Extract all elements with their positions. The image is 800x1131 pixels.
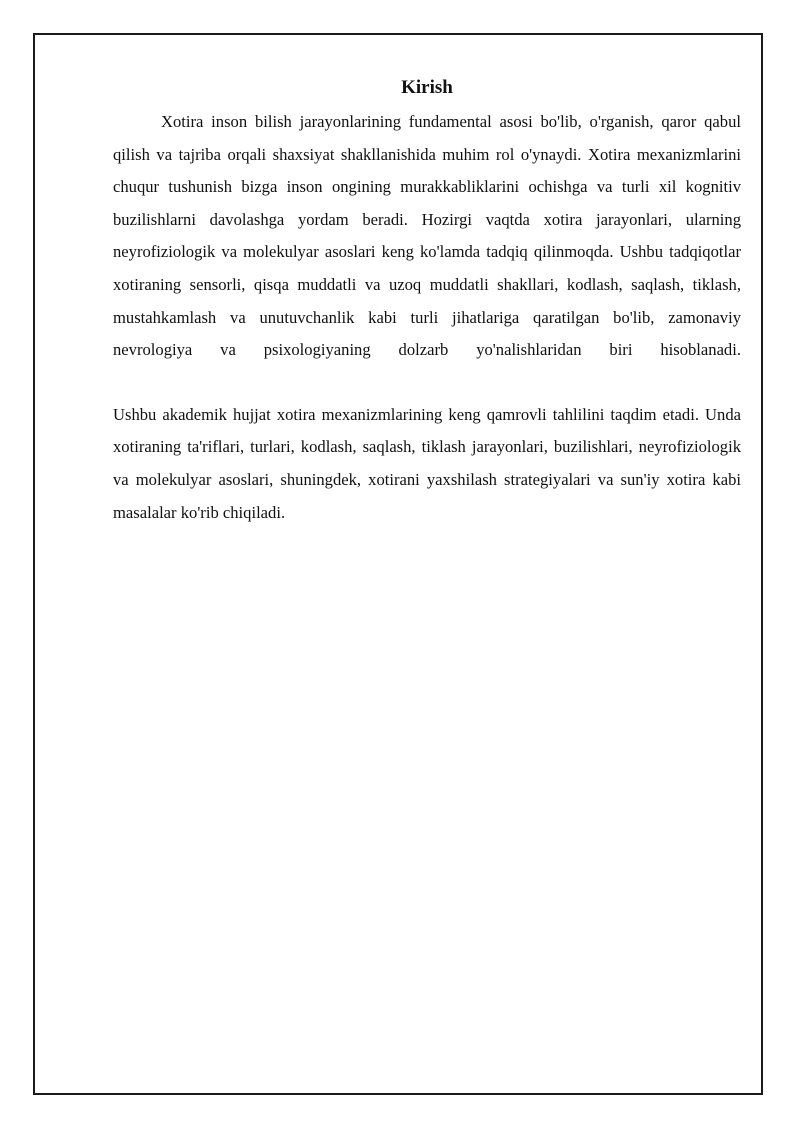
section-heading: Kirish — [401, 77, 453, 98]
intro-paragraph-2: Ushbu akademik hujjat xotira mexanizmlarining keng qamrovli tahlilini taqdim etadi. Unda xotiraning ta'riflari, turlari, kodlash, saqlash, tiklash jarayonlari, buzilishlari, neyrofiziologik va molekulyar asoslari, shuningdek, xotirani yaxshilash strategiyalari va sun'iy xotira kabi masalalar ko'rib chiqiladi. — [113, 404, 741, 522]
document-body — [113, 74, 741, 529]
intro-paragraph-1: Xotira inson bilish jarayonlarining fundamental asosi bo'lib, o'rganish, qaror qabul qilish va tajriba orqali shaxsiyat shakllanishida muhim rol o'ynaydi. Xotira mexanizmlarini chuqur tushunish bizga inson ongining murakkabliklarini ochishga va turli xil kognitiv buzilishlarni davolashga yordam beradi. Hozirgi vaqtda xotira jarayonlari, ularning neyrofiziologik va molekulyar asoslari keng ko'lamda tadqiq qilinmoqda. Ushbu tadqiqotlar xotiraning sensorli, qisqa muddatli va uzoq muddatli shakllari, kodlash, saqlash, tiklash, mustahkamlash va unutuvchanlik kabi turli jihatlariga qaratilgan bo'lib, zamonaviy nevrologiya va psixologiyaning dolzarb yo'nalishlaridan biri hisoblanadi. — [113, 112, 741, 360]
